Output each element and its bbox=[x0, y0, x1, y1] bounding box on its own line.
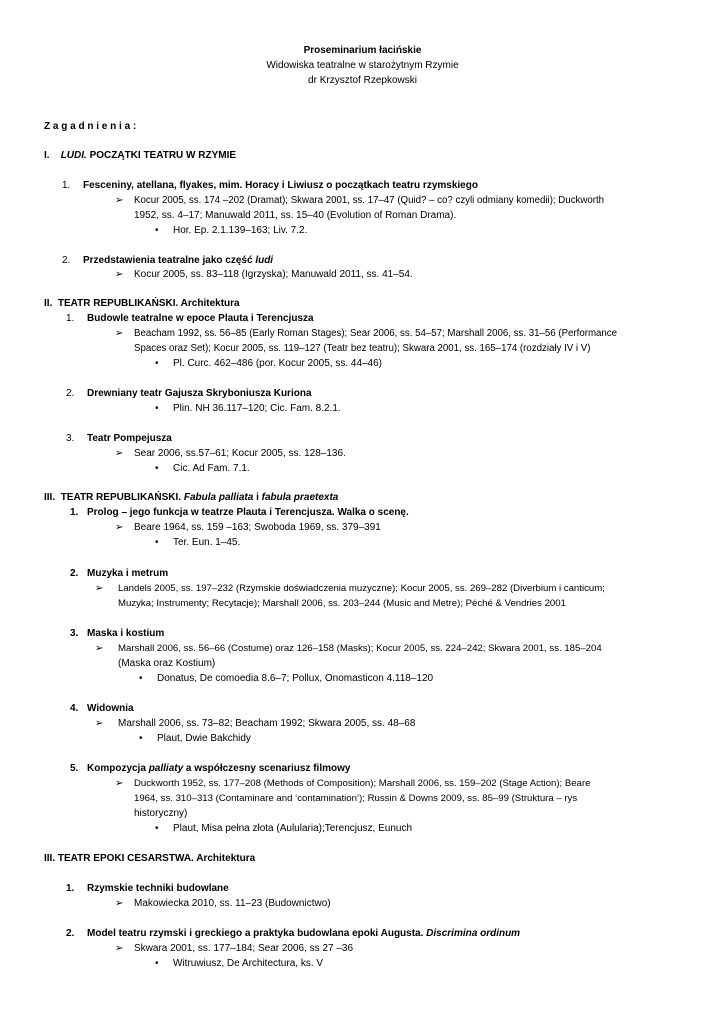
item-title: Budowle teatralne w epoce Plauta i Terencjusza bbox=[87, 313, 314, 324]
item-title: Fesceniny, atellana, flyakes, mim. Horacy i Liwiusz o początkach teatru rzymskiego bbox=[83, 180, 478, 191]
item-title: Maska i kostium bbox=[87, 628, 165, 639]
arrow-icon: ➢ bbox=[115, 898, 124, 909]
item-title: Teatr Pompejusza bbox=[87, 433, 172, 444]
bullet-icon: • bbox=[155, 823, 159, 834]
reference-line: Landels 2005, ss. 197–232 (Rzymskie doświadczenia muzyczne); Kocur 2005, ss. 269–282 (Diverbium i canticum; bbox=[118, 583, 605, 594]
item-title: Widownia bbox=[87, 703, 134, 714]
section-2-heading bbox=[44, 297, 240, 310]
item-number: 5. bbox=[70, 763, 79, 774]
source-line: Ter. Eun. 1–45. bbox=[173, 537, 241, 548]
source-line: Plaut, Dwie Bakchidy bbox=[157, 733, 251, 744]
topics-heading: Z a g a d n i e n i a : bbox=[44, 121, 137, 132]
reference-line: 1964, ss. 310–313 (Contaminare and ‘contamination’); Russin & Downs 2009, ss. 85–99 (Struktura – rys bbox=[134, 793, 578, 804]
section-3-label: III. bbox=[44, 492, 56, 503]
source-line: Plin. NH 36.117–120; Cic. Fam. 8.2.1. bbox=[173, 403, 341, 414]
item-title: Rzymskie techniki budowlane bbox=[87, 883, 229, 894]
item-number: 1. bbox=[70, 507, 79, 518]
section-1-title-italic: LUDI. bbox=[60, 150, 87, 161]
item-title: Muzyka i metrum bbox=[87, 568, 169, 579]
item-title-italic: Discrimina ordinum bbox=[426, 928, 521, 939]
item-number: 2. bbox=[70, 568, 79, 579]
reference-line: historyczny) bbox=[134, 808, 188, 819]
item-number: 4. bbox=[70, 703, 79, 714]
item-title-text: Przedstawienia teatralne jako część bbox=[83, 255, 256, 266]
item-number: 1. bbox=[66, 883, 75, 894]
item-number: 2. bbox=[66, 928, 75, 939]
source-line: Plaut, Misa pełna złota (Aulularia);Terencjusz, Eunuch bbox=[173, 823, 413, 834]
item-number: 2. bbox=[66, 388, 75, 399]
section-3-title-italic: fabula praetexta bbox=[261, 492, 339, 503]
section-2-title: TEATR REPUBLIKAŃSKI. Architektura bbox=[57, 298, 240, 309]
bullet-icon: • bbox=[139, 673, 143, 684]
item-title bbox=[83, 254, 273, 267]
section-3-heading bbox=[44, 491, 338, 504]
reference-line: Marshall 2006, ss. 56–66 (Costume) oraz 126–158 (Masks); Kocur 2005, ss. 224–242; Skwara 2001, ss. 185–204 bbox=[118, 643, 602, 654]
reference-line: Beare 1964, ss. 159 –163; Swoboda 1969, ss. 379–391 bbox=[134, 522, 381, 533]
section-1-label: I. bbox=[44, 150, 50, 161]
source-line: Hor. Ep. 2.1.139–163; Liv. 7.2. bbox=[173, 225, 308, 236]
item-number: 3. bbox=[66, 433, 75, 444]
item-title-text: Model teatru rzymski i greckiego a praktyka budowlana epoki Augusta. bbox=[87, 928, 427, 939]
arrow-icon: ➢ bbox=[115, 448, 124, 459]
section-4-heading bbox=[44, 852, 255, 865]
reference-line: Beacham 1992, ss. 56–85 (Early Roman Stages); Sear 2006, ss. 54–57; Marshall 2006, ss. 31–56 (Performance bbox=[134, 328, 618, 339]
item-number: 3. bbox=[70, 628, 79, 639]
item-title-italic: palliaty bbox=[148, 763, 184, 774]
arrow-icon: ➢ bbox=[115, 269, 124, 280]
reference-line: Kocur 2005, ss. 174 –202 (Dramat); Skwara 2001, ss. 17–47 (Quid? – co? czyli odmiany komedii); Duckworth bbox=[134, 195, 605, 206]
reference-line: Marshall 2006, ss. 73–82; Beacham 1992; Skwara 2005, ss. 48–68 bbox=[118, 718, 416, 729]
section-1-heading bbox=[44, 149, 236, 162]
reference-line: Muzyka; Instrumenty; Recytacje); Marshall 2006, ss. 203–244 (Music and Metre); Péché & Vendries 2001 bbox=[118, 598, 566, 609]
arrow-icon: ➢ bbox=[95, 643, 104, 654]
item-title-italic: ludi bbox=[255, 255, 274, 266]
item-number: 1. bbox=[62, 180, 71, 191]
arrow-icon: ➢ bbox=[115, 522, 124, 533]
item-title: Drewniany teatr Gajusza Skryboniusza Kuriona bbox=[87, 388, 312, 399]
reference-line: Spaces oraz Set); Kocur 2005, ss. 119–127 (Teatr bez teatru); Skwara 2001, ss. 165–174 (rozdziały IV i V) bbox=[134, 343, 591, 354]
reference-line: Sear 2006, ss.57–61; Kocur 2005, ss. 128–136. bbox=[134, 448, 346, 459]
reference-line: Duckworth 1952, ss. 177–208 (Methods of Composition); Marshall 2006, ss. 159–202 (Stage Action); Beare bbox=[134, 778, 591, 789]
section-4-title: TEATR EPOKI CESARSTWA. Architektura bbox=[57, 853, 256, 864]
arrow-icon: ➢ bbox=[115, 943, 124, 954]
item-title: Prolog – jego funkcja w teatrze Plauta i Terencjusza. Walka o scenę. bbox=[87, 507, 409, 518]
reference-line: Skwara 2001, ss. 177–184; Sear 2006, ss 27 –36 bbox=[134, 943, 354, 954]
document-author: dr Krzysztof Rzepkowski bbox=[308, 75, 417, 86]
section-3-title-conj: i bbox=[253, 492, 262, 503]
item-title bbox=[87, 927, 520, 940]
source-line: Witruwiusz, De Architectura, ks. V bbox=[173, 958, 324, 969]
bullet-icon: • bbox=[155, 358, 159, 369]
arrow-icon: ➢ bbox=[95, 718, 104, 729]
section-3-title-italic: Fabula palliata bbox=[183, 492, 254, 503]
section-4-label: III. bbox=[44, 853, 56, 864]
bullet-icon: • bbox=[155, 537, 159, 548]
section-3-title: TEATR REPUBLIKAŃSKI. bbox=[60, 492, 184, 503]
item-title-text: Kompozycja bbox=[87, 763, 149, 774]
bullet-icon: • bbox=[155, 958, 159, 969]
reference-line: (Maska oraz Kostium) bbox=[118, 658, 216, 669]
section-1-title: POCZĄTKI TEATRU W RZYMIE bbox=[86, 150, 237, 161]
arrow-icon: ➢ bbox=[115, 195, 124, 206]
bullet-icon: • bbox=[155, 403, 159, 414]
arrow-icon: ➢ bbox=[115, 778, 124, 789]
arrow-icon: ➢ bbox=[95, 583, 104, 594]
bullet-icon: • bbox=[139, 733, 143, 744]
source-line: Donatus, De comoedia 8.6–7; Pollux, Onomasticon 4.118–120 bbox=[157, 673, 434, 684]
source-line: Cic. Ad Fam. 7.1. bbox=[173, 463, 250, 474]
bullet-icon: • bbox=[155, 225, 159, 236]
arrow-icon: ➢ bbox=[115, 328, 124, 339]
item-number: 1. bbox=[66, 313, 75, 324]
bullet-icon: • bbox=[155, 463, 159, 474]
item-title bbox=[87, 762, 350, 775]
document-subtitle: Widowiska teatralne w starożytnym Rzymie bbox=[266, 60, 459, 71]
item-number: 2. bbox=[62, 255, 71, 266]
reference-line: 1952, ss. 4–17; Manuwald 2011, ss. 15–40 (Evolution of Roman Drama). bbox=[134, 210, 457, 221]
section-2-label: II. bbox=[44, 298, 53, 309]
reference-line: Kocur 2005, ss. 83–118 (Igrzyska); Manuwald 2011, ss. 41–54. bbox=[134, 269, 413, 280]
item-title-text: a współczesny scenariusz filmowy bbox=[183, 763, 351, 774]
source-line: Pl. Curc. 462–486 (por. Kocur 2005, ss. 44–46) bbox=[173, 358, 383, 369]
document-title: Proseminarium łacińskie bbox=[303, 45, 422, 56]
reference-line: Makowiecka 2010, ss. 11–23 (Budownictwo) bbox=[134, 898, 331, 909]
